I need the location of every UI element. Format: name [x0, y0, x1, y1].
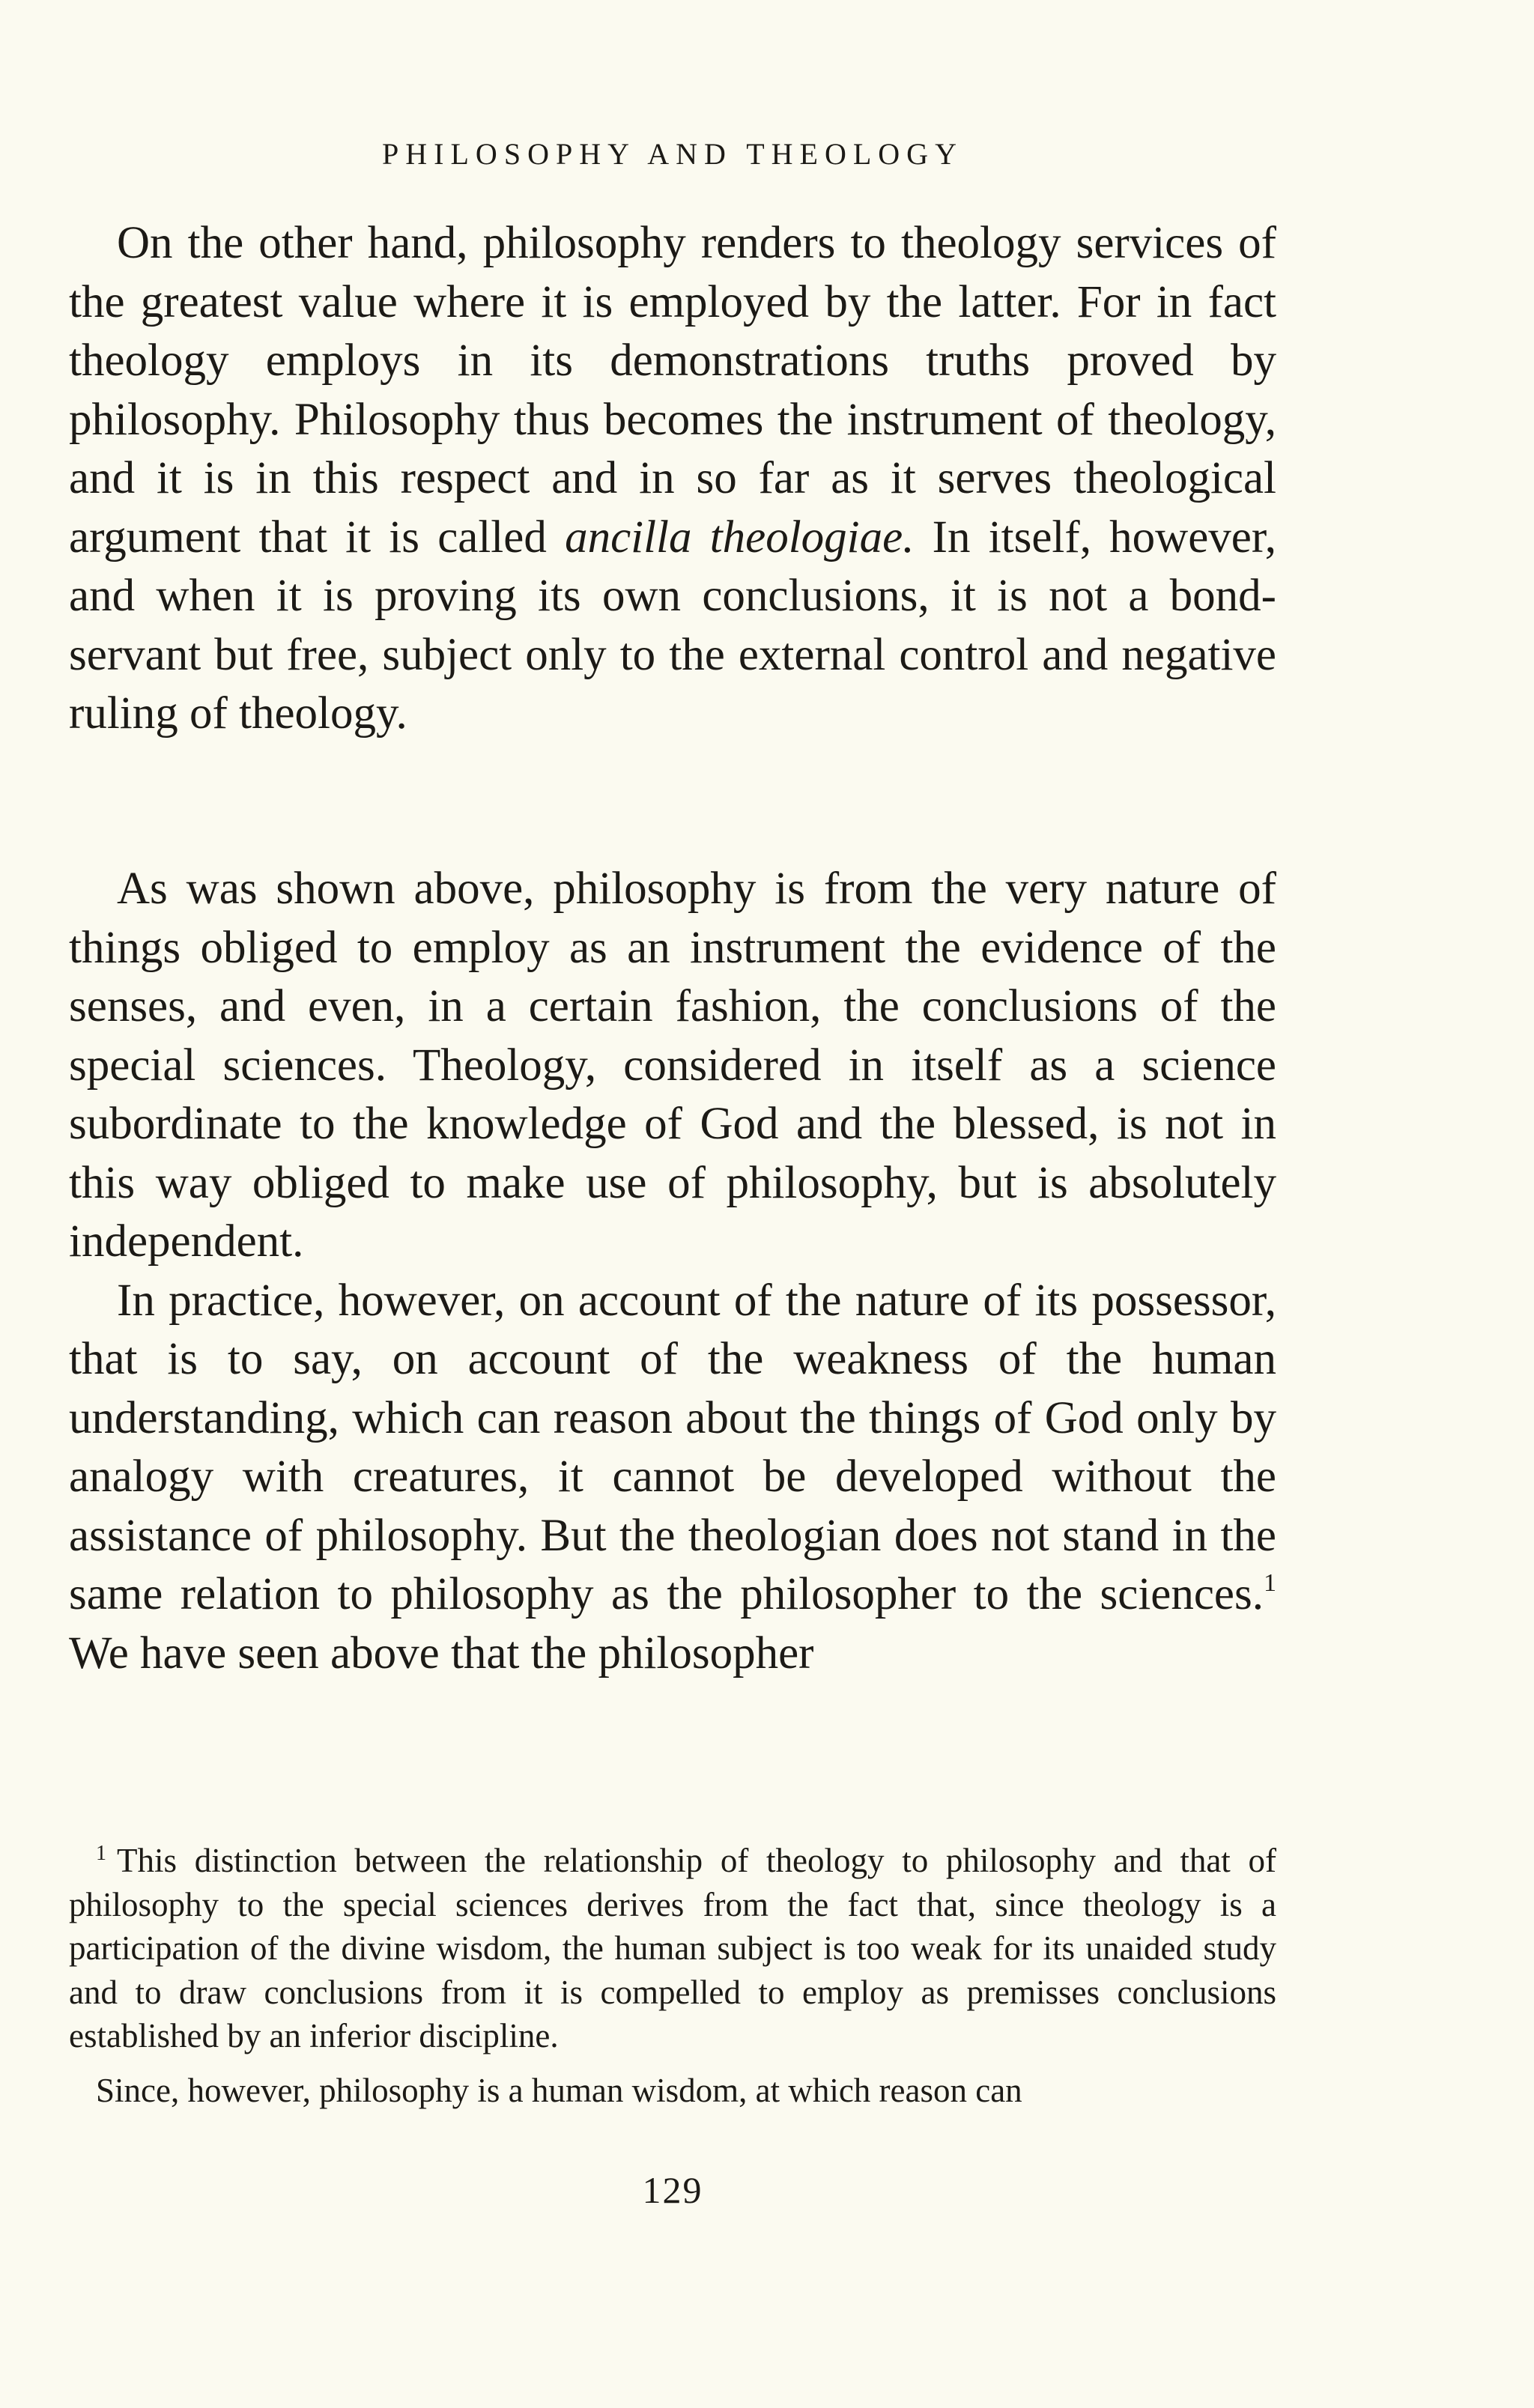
footnote-1-text: This distinction between the relationship of theology to philosophy and that of philosophy to the special sciences derives from the fact that, since theology is a participation of the divine wisdom, the human subject is too weak for its unaided study and to draw conclusions from it is compelled to employ as premisses conclusions established by an inferior discipline.	[69, 1842, 1276, 2054]
paragraph-1-text-b: In itself, however, and when it is proving its own conclusions, it is not a bond-servant but free, subject only to the external control and negative ruling of theology.	[69, 512, 1276, 739]
main-text-upper	[69, 214, 1276, 744]
paragraph-3-text-b: We have seen above that the philosopher	[69, 1628, 814, 1678]
footnote-continuation: Since, however, philosophy is a human wisdom, at which reason can	[96, 2071, 1022, 2109]
paragraph-1-text-a: On the other hand, philosophy renders to theology services of the greatest value where it is employed by the latter. For in fact theology employs in its demonstrations truths proved by philosophy. Philosophy thus becomes the instrument of theology, and it is in this respect and in so far as it serves theological argument that it is called	[69, 218, 1276, 562]
main-text-lower	[69, 860, 1276, 1683]
footnotes	[69, 1839, 1276, 2112]
footnote-reference: 1	[1264, 1569, 1276, 1597]
paragraph-3-text-a: In practice, however, on account of the nature of its possessor, that is to say, on account of the weakness of the human understanding, which can reason about the things of God only by analogy with creatures, it cannot be developed without the assistance of philosophy. But the theologian does not stand in the same relation to philosophy as the philosopher to the sciences.	[69, 1275, 1276, 1619]
paragraph-2: As was shown above, philosophy is from the very nature of things obliged to employ as an instrument the evidence of the senses, and even, in a certain fashion, the conclusions of the special sciences. Theology, considered in itself as a science subordinate to the knowledge of God and the blessed, is not in this way obliged to make use of philosophy, but is absolutely independent.	[69, 864, 1276, 1267]
footnote-1	[69, 1839, 1276, 2058]
footnote-marker: 1	[96, 1842, 106, 1865]
paragraph-1-italic-phrase: ancilla theologiae.	[565, 512, 915, 562]
paragraph-3	[69, 1272, 1276, 1684]
running-head: PHILOSOPHY AND THEOLOGY	[382, 137, 963, 171]
paragraph-1	[69, 214, 1276, 744]
page-number: 129	[642, 2169, 703, 2211]
